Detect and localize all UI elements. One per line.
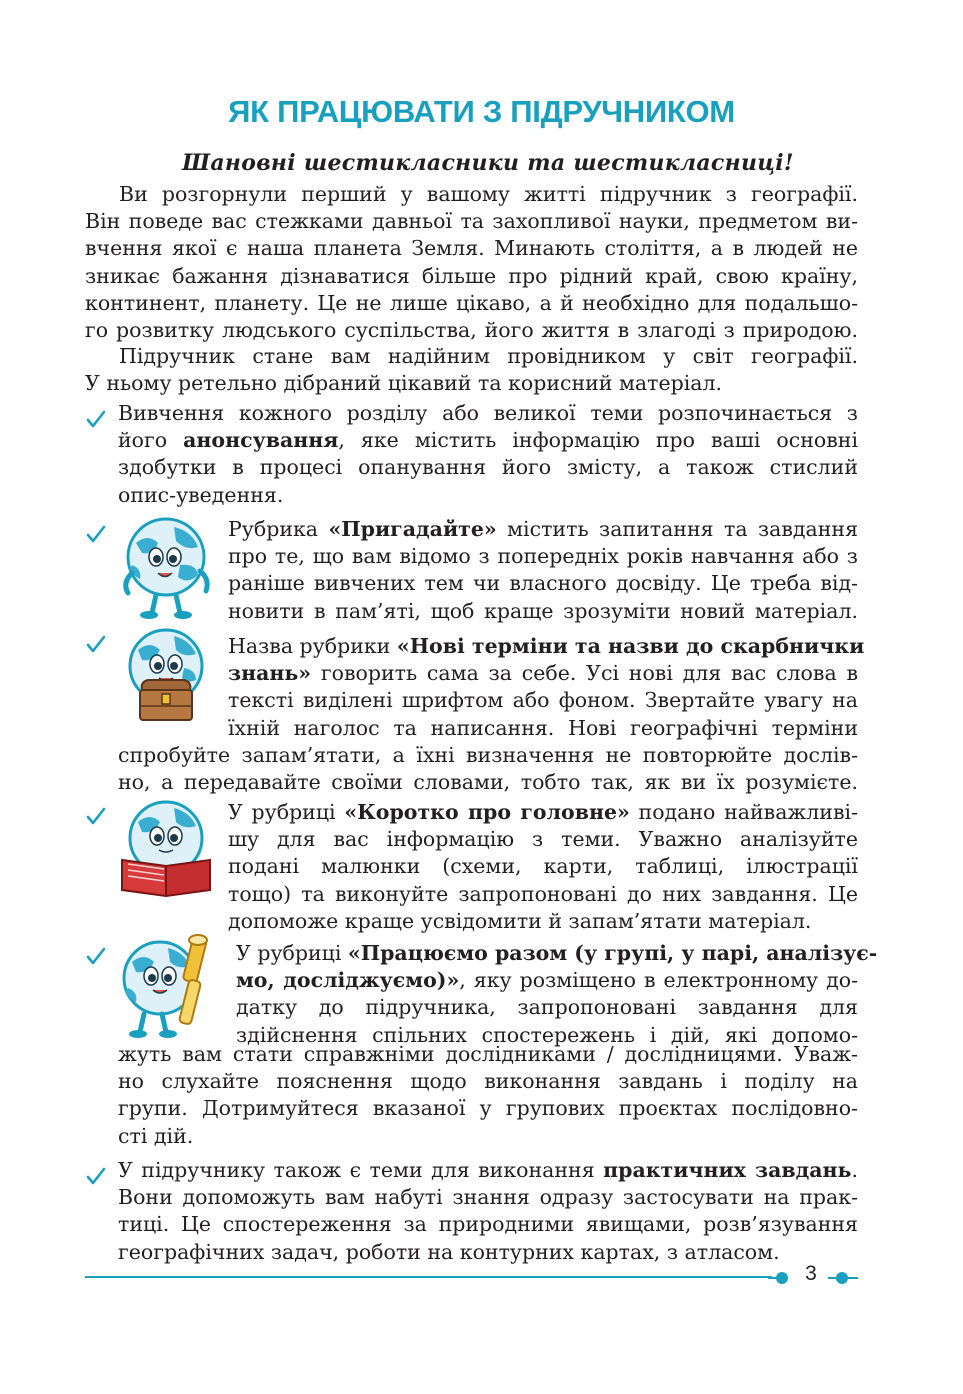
bold-term: анонсування [183,428,339,453]
summary-item [228,799,858,935]
together-item-tail [118,1041,858,1150]
bold-term: знань» [228,661,312,686]
text-line: спробуйте запам’ятати, а їхні визначення не повторюйте дослів- [118,743,858,767]
bold-term: «Нові терміни та назви до скарбнички [396,634,865,658]
text-line: Вивчення кожного розділу або великої теми розпочинається з [118,401,858,425]
text-line: го розвитку людського суспільства, його життя в злагоді з природою. [85,318,858,343]
greeting: Шановні шестикласники та шестикласниці! [182,150,794,176]
bold-term: «Працюємо разом (у групі, у парі, аналізує- [347,941,878,965]
text-line: но слухайте пояснення щодо виконання завдань і поділу на [118,1069,858,1094]
checkmark-icon [85,1166,107,1188]
intro-paragraph-1 [85,181,858,344]
text-line: жуть вам стати справжніми дослідниками / дослідницями. Уваж- [118,1042,858,1066]
text-fragment: говорить сама за себе. Усі нові для вас слова в [311,661,858,686]
bold-term: практичних завдань [603,1158,852,1182]
text-line: датку до підручника, запропоновані завдання для [236,995,858,1020]
text-line: сті дій. [118,1123,194,1148]
text-line: їхній наголос та написання. Нові географічні терміни [228,715,858,740]
bold-term: «Пригадайте» [328,517,497,541]
text-line: но, а передавайте своїми словами, тобто так, як ви їх розумієте. [118,770,858,795]
text-line: новити в пам’яті, щоб краще зрозуміти новий матеріал. [228,598,858,623]
globe-treasure-chest-icon [118,624,214,732]
footer-ornament-right-icon [828,1270,858,1284]
text-line: здійснення спільних спостережень і дій, які допомо- [236,1022,858,1047]
bold-term: мо, досліджуємо)» [236,968,460,993]
globe-mascot-icon [118,513,214,621]
page-number: 3 [805,1262,817,1285]
page-title: ЯК ПРАЦЮВАТИ З ПІДРУЧНИКОМ [228,94,735,129]
text-fragment: . [851,1158,858,1182]
checkmark-icon [85,634,107,656]
text-line: тощо) та виконуйте запропоновані до них завдання. Це [228,881,858,906]
text-line: вчення якої є наша планета Земля. Минають століття, а в людей не [85,236,858,261]
footer-rule [85,1276,772,1278]
checkmark-icon [85,409,107,431]
text-line: У ньому ретельно дібраний цікавий та корисний матеріал. [85,371,723,396]
text-fragment: Рубрика [228,517,329,541]
text-fragment: У підручнику також є теми для виконання [118,1158,604,1182]
text-fragment: Назва рубрики [228,634,397,658]
practical-item [118,1157,858,1266]
text-line: Підручник стане вам надійним провідником у світ географії. [119,344,858,368]
bold-term: «Коротко про головне» [344,800,630,824]
text-line: допоможе краще усвідомити й запам’ятати матеріал. [228,908,812,933]
checkmark-icon [85,806,107,828]
text-fragment: подано найважливі- [629,800,858,824]
remember-item [228,516,858,625]
text-fragment: , яке містить інформацію про ваші основні [338,428,859,453]
text-line: про те, що вам відомо з попередніх років навчання або з [228,544,858,569]
terms-item-tail [118,742,858,796]
text-fragment: його [118,428,184,453]
globe-spyglass-icon [118,932,214,1040]
announce-item [118,400,858,509]
text-line: Він поведе вас стежками давньої та захопливої науки, предметом ви- [85,209,858,234]
text-line: подані малюнки (схеми, карти, таблиці, ілюстрації [228,854,858,879]
text-line: зникає бажання дізнаватися більше про рідний край, свою країну, [85,263,858,288]
text-fragment: , яку розміщено в електронному до- [459,968,859,993]
globe-reading-book-icon [118,796,214,904]
text-fragment: У рубриці [236,941,348,965]
terms-item-head [228,633,865,742]
text-line: тексті виділені шрифтом або фоном. Звертайте увагу на [228,688,858,713]
checkmark-icon [85,946,107,968]
text-line: групи. Дотримуйтеся вказаної у групових проєктах послідовно- [118,1096,858,1121]
intro-paragraph-2 [85,343,858,397]
text-line: здобутки в процесі опанування його змісту, а також стислий [118,455,858,480]
text-line: шу для вас інформацію з теми. Уважно аналізуйте [228,827,858,852]
text-fragment: містить запитання та завдання [496,517,858,541]
text-line: Вони допоможуть вам набуті знання одразу застосувати на прак- [118,1185,858,1210]
text-line: географічних задач, роботи на контурних картах, з атласом. [118,1239,780,1264]
text-fragment: У рубриці [228,800,345,824]
text-line: тиці. Це спостереження за природними явищами, розв’язування [118,1212,858,1237]
footer-ornament-left-icon [768,1270,790,1284]
text-line: раніше вивчених тем чи власного досвіду. Це треба від- [228,571,858,596]
text-line: опис-уведення. [118,482,284,507]
checkmark-icon [85,524,107,546]
text-line: континент, планету. Це не лише цікаво, а й необхідно для подальшо- [85,290,858,315]
text-line: Ви розгорнули перший у вашому житті підручник з географії. [119,182,858,206]
together-item-head [236,940,878,1049]
